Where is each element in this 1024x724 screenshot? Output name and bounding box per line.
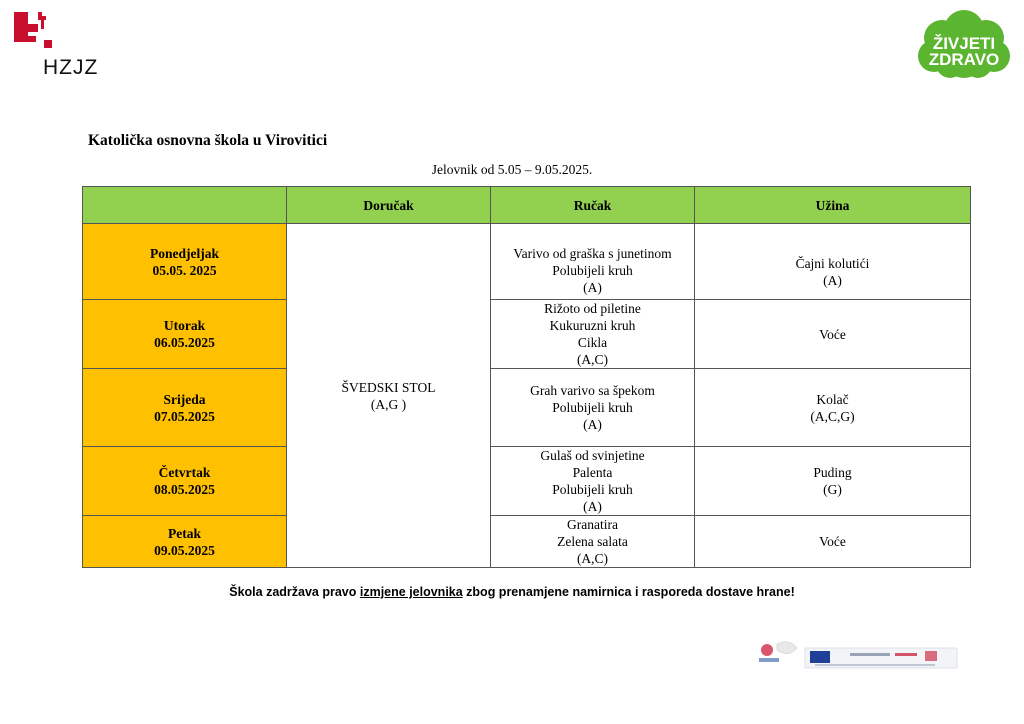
day-name: Srijeda	[163, 391, 206, 407]
lunch-line: Cikla	[577, 335, 608, 350]
menu-table	[82, 186, 971, 568]
snack-line: Puding	[813, 465, 852, 480]
snack-line: (A)	[823, 272, 842, 288]
lunch-line: Palenta	[572, 465, 613, 480]
lunch-line: (A,C)	[576, 352, 609, 367]
menu-period: Jelovnik od 5.05 – 9.05.2025.	[431, 162, 593, 177]
day-date: 09.05.2025	[154, 542, 215, 558]
eu-logo-banner	[805, 648, 957, 668]
lunch-line: Varivo od graška s junetinom	[513, 246, 672, 261]
column-header-breakfast: Doručak	[287, 187, 491, 224]
table-row	[83, 369, 971, 447]
notice-underlined: izmjene jelovnika	[359, 585, 463, 599]
snack-cell	[695, 300, 971, 369]
snack-line: Voće	[819, 534, 846, 549]
day-date: 07.05.2025	[154, 408, 215, 424]
day-name: Utorak	[163, 318, 206, 333]
lunch-line: Rižoto od piletine	[544, 301, 641, 316]
day-cell	[83, 447, 287, 516]
day-date: 06.05.2025	[154, 335, 215, 350]
lunch-line: Zelena salata	[557, 534, 628, 549]
lunch-line: Granatira	[567, 517, 618, 532]
snack-line: (G)	[823, 482, 842, 497]
table-row	[83, 300, 971, 369]
school-name: Katolička osnovna škola u Virovitici	[88, 132, 328, 149]
lunch-cell	[491, 224, 695, 300]
lunch-line: Polubijeli kruh	[552, 400, 633, 415]
snack-cell	[695, 224, 971, 300]
lunch-line: (A,C)	[576, 551, 609, 566]
zdravo-text: ZDRAVO	[928, 50, 1000, 69]
lunch-line: Gulaš od svinjetine	[540, 448, 645, 463]
snack-line: (A,C,G)	[810, 408, 855, 424]
zivjeti-zdravo-logo	[914, 8, 1014, 80]
hzjz-logo	[14, 12, 104, 82]
lunch-line: Kukuruzni kruh	[549, 318, 636, 333]
eu-funding-logos	[755, 638, 960, 678]
school-scheme-logo	[759, 642, 797, 662]
lunch-line: (A)	[583, 280, 602, 295]
lunch-line: Polubijeli kruh	[552, 482, 633, 497]
table-header-row	[83, 187, 971, 224]
notice-after: zbog prenamjene namirnica i rasporeda dostave hrane!	[462, 585, 795, 599]
snack-line: Kolač	[816, 391, 849, 407]
lunch-line: Grah varivo sa špekom	[530, 383, 655, 398]
zivjeti-text: ŽIVJETI	[932, 34, 996, 53]
day-cell	[83, 224, 287, 300]
column-header-snack: Užina	[695, 187, 971, 224]
snack-cell	[695, 447, 971, 516]
lunch-cell	[491, 516, 695, 568]
day-date: 08.05.2025	[154, 482, 215, 497]
hzjz-logo-text: HZJZ	[43, 56, 99, 79]
breakfast-allergens: (A,G )	[370, 396, 407, 412]
breakfast-cell	[287, 224, 491, 568]
table-row	[83, 516, 971, 568]
day-name: Petak	[168, 525, 201, 541]
menu-change-notice	[0, 585, 1024, 599]
lunch-line: (A)	[583, 417, 602, 432]
lunch-cell	[491, 447, 695, 516]
column-header-day	[83, 187, 287, 224]
snack-line: Čajni kolutići	[795, 255, 870, 271]
day-date: 05.05. 2025	[152, 262, 217, 278]
day-name: Ponedjeljak	[150, 245, 219, 261]
lunch-line: Polubijeli kruh	[552, 263, 633, 278]
lunch-cell	[491, 369, 695, 447]
snack-line: Voće	[819, 326, 846, 342]
table-row	[83, 224, 971, 300]
day-name: Četvrtak	[158, 465, 211, 480]
snack-cell	[695, 369, 971, 447]
table-row	[83, 447, 971, 516]
notice-before: Škola zadržava pravo	[229, 585, 360, 599]
lunch-cell	[491, 300, 695, 369]
lunch-line: (A)	[583, 499, 602, 514]
column-header-lunch: Ručak	[491, 187, 695, 224]
day-cell	[83, 516, 287, 568]
day-cell	[83, 369, 287, 447]
breakfast-item: ŠVEDSKI STOL	[341, 379, 436, 395]
snack-cell	[695, 516, 971, 568]
day-cell	[83, 300, 287, 369]
